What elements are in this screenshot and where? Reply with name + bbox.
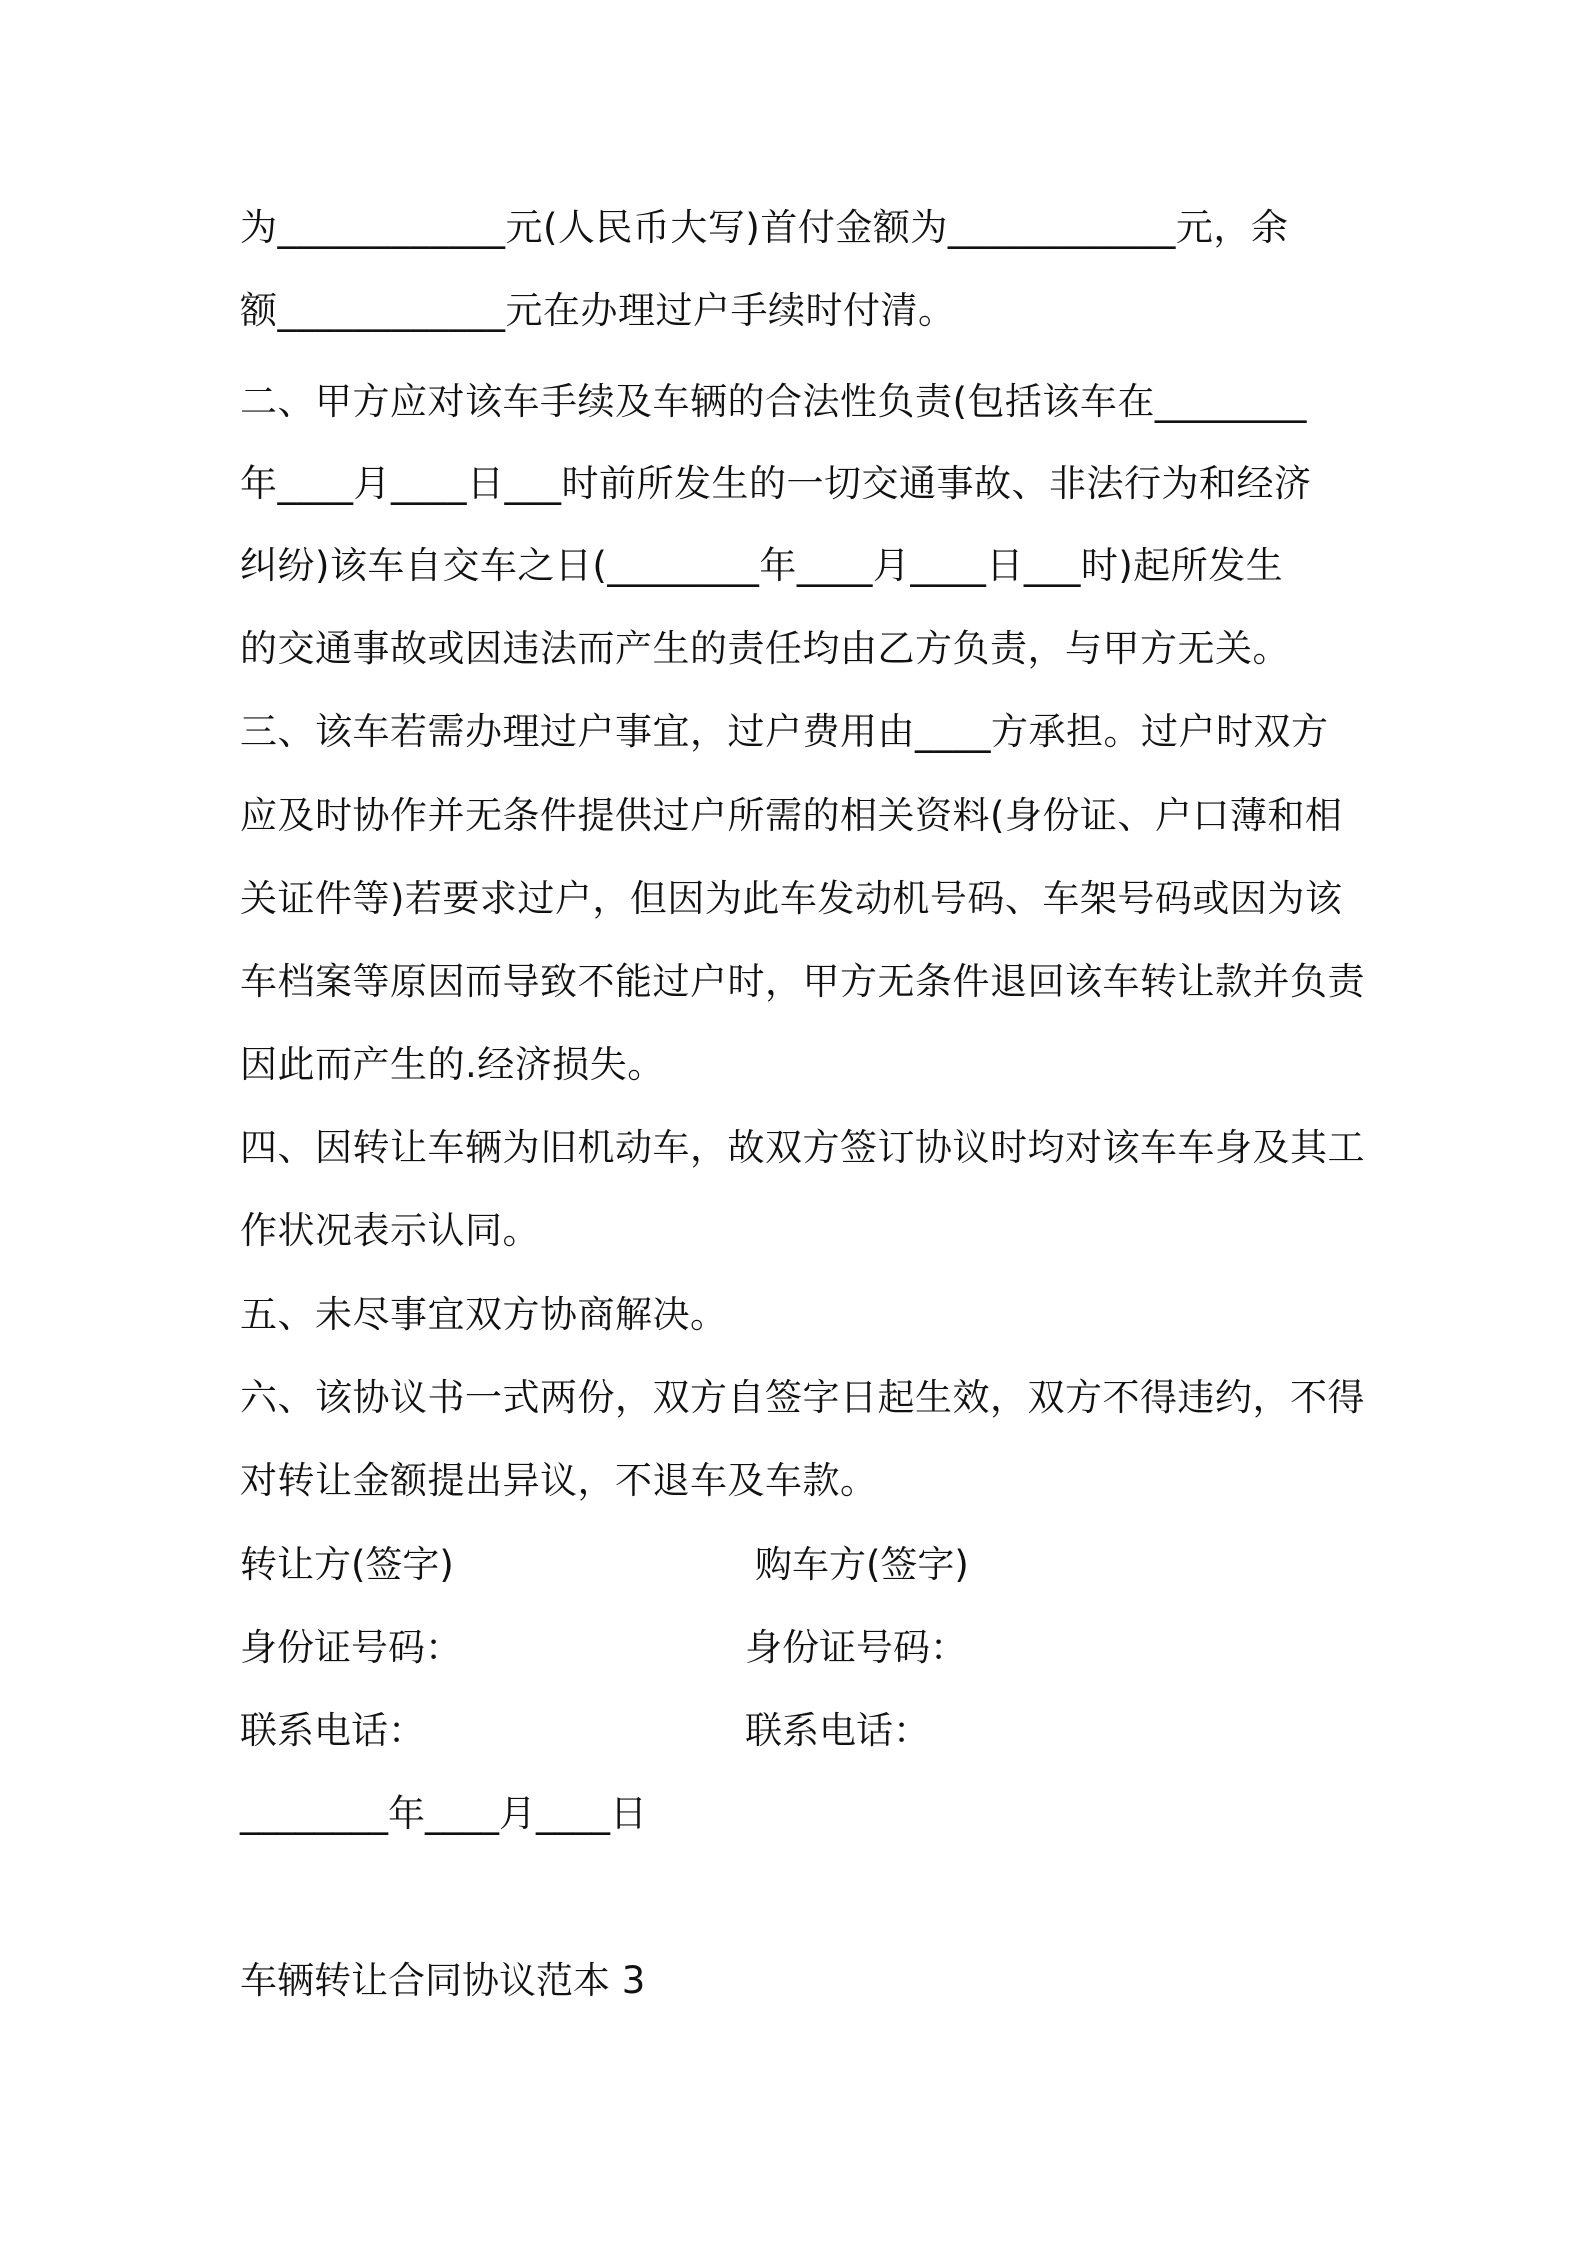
seller-phone-label: 联系电话： — [240, 1709, 425, 1752]
text-line: 对转让金额提出异议，不退车及车款。 — [240, 1459, 878, 1502]
buyer-phone-label: 联系电话： — [745, 1709, 930, 1752]
text-line: 作状况表示认同。 — [240, 1209, 540, 1252]
text-line: 应及时协作并无条件提供过户所需的相关资料(身份证、户口薄和相 — [240, 794, 1343, 837]
signing-date-line: ________年____月____日 — [240, 1792, 647, 1835]
clause-4-line: 四、因转让车辆为旧机动车，故双方签订协议时均对该车车身及其工 — [240, 1126, 1365, 1169]
clause-6-line: 六、该协议书一式两份，双方自签字日起生效，双方不得违约，不得 — [240, 1376, 1365, 1419]
clause-3-line: 三、该车若需办理过户事宜，过户费用由____方承担。过户时双方 — [240, 710, 1329, 753]
seller-id-label: 身份证号码： — [240, 1626, 462, 1669]
buyer-id-label: 身份证号码： — [745, 1626, 967, 1669]
next-section-heading: 车辆转让合同协议范本 3 — [240, 1959, 646, 2002]
text-line: 额____________元在办理过户手续时付清。 — [240, 289, 956, 332]
text-line: 纠纷)该车自交车之日(________年____月____日___时)起所发生 — [240, 544, 1284, 587]
seller-signature-label: 转让方(签字) — [240, 1543, 454, 1586]
clause-5-line: 五、未尽事宜双方协商解决。 — [240, 1293, 728, 1336]
clause-2-line: 二、甲方应对该车手续及车辆的合法性负责(包括该车在________ — [240, 380, 1307, 423]
text-line: 年____月____日___时前所发生的一切交通事故、非法行为和经济 — [240, 462, 1312, 505]
buyer-signature-label: 购车方(签字) — [755, 1543, 969, 1586]
text-line: 因此而产生的.经济损失。 — [240, 1043, 665, 1086]
text-line: 关证件等)若要求过户，但因为此车发动机号码、车架号码或因为该 — [240, 877, 1343, 920]
text-line: 的交通事故或因违法而产生的责任均由乙方负责，与甲方无关。 — [240, 627, 1290, 670]
text-line: 车档案等原因而导致不能过户时，甲方无条件退回该车转让款并负责 — [240, 960, 1365, 1003]
text-line: 为____________元(人民币大写)首付金额为____________元，余 — [240, 206, 1289, 249]
